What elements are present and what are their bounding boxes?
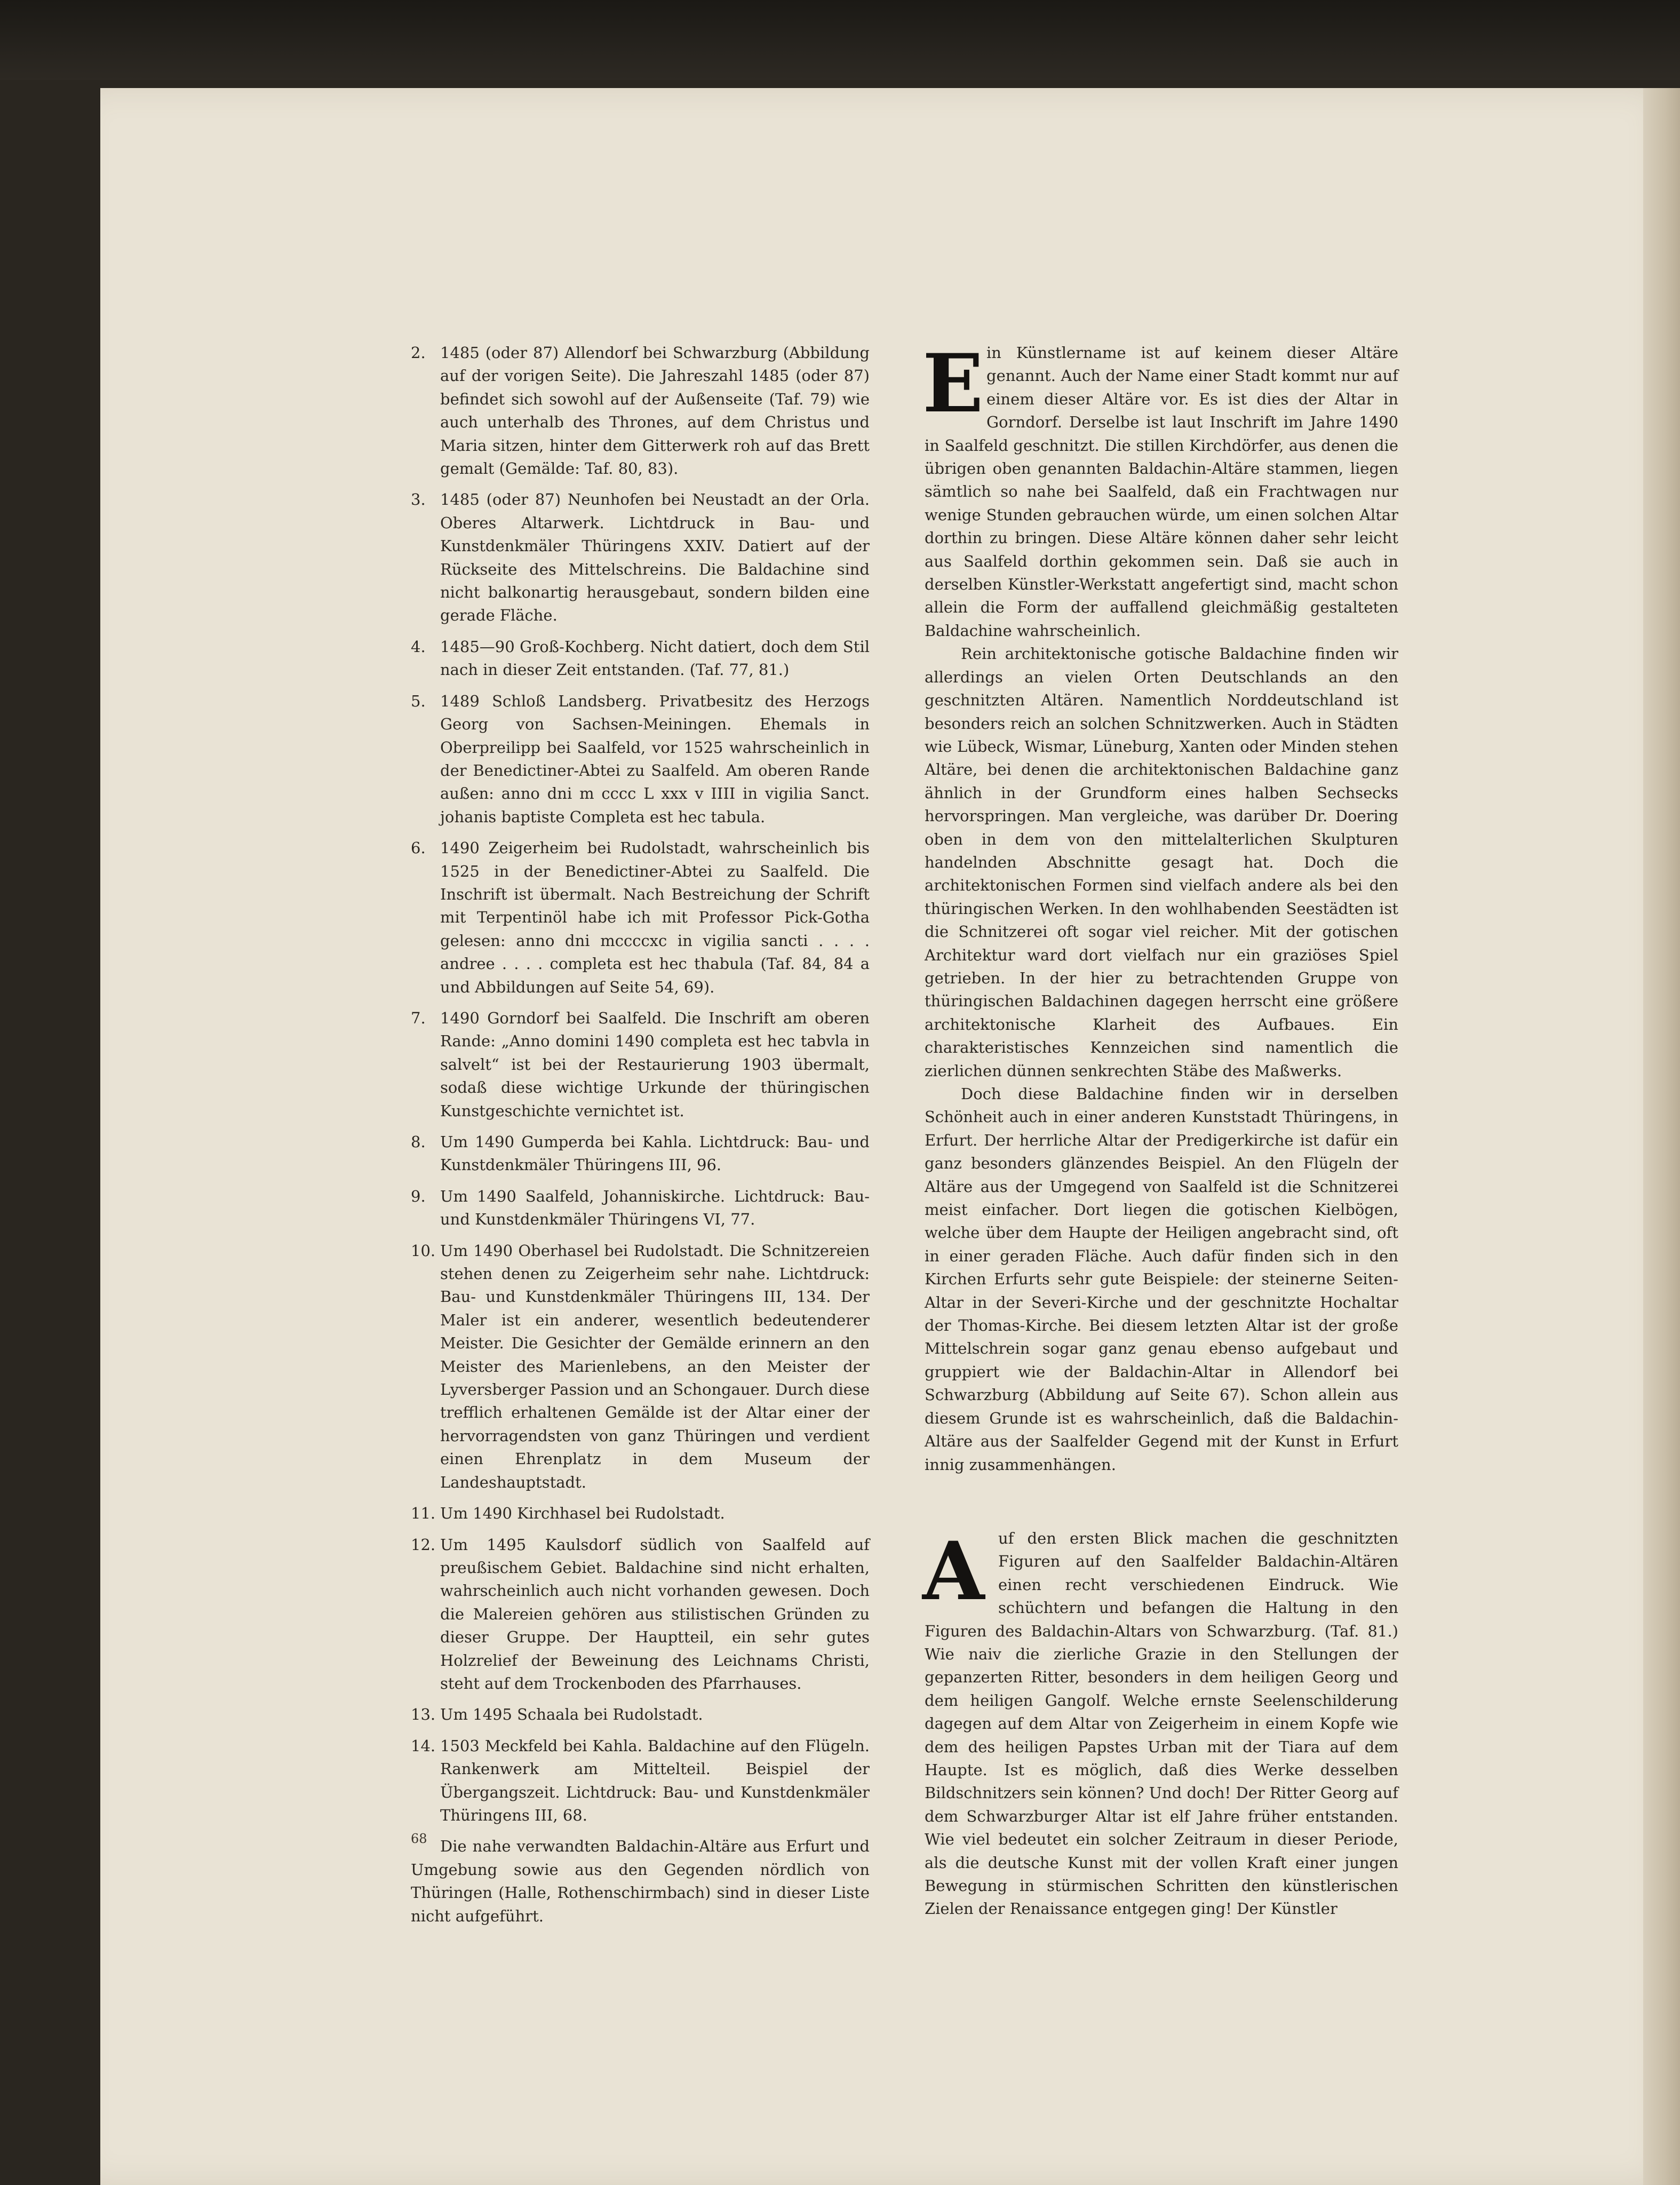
entry-number: 3. — [411, 490, 426, 509]
entry-text: Um 1490 Gumperda bei Kahla. Lichtdruck: Bau- und Kunstdenkmäler Thüringens III, 96. — [440, 1133, 870, 1174]
entry-number: 4. — [411, 637, 426, 656]
list-item — [411, 488, 870, 627]
list-item — [411, 341, 870, 480]
entry-text: Um 1495 Kaulsdorf südlich von Saalfeld auf preußischem Gebiet. Baldachine sind nicht erhalten, wahrscheinlich auch nicht vorhanden gewesen. Doch die Malereien gehören aus stilistischen Gründen zu dieser Gruppe. Der Hauptteil, ein sehr gutes Holzrelief der Beweinung des Leichnams Christi, steht auf dem Trockenboden des Pfarrhauses. — [440, 1535, 870, 1693]
list-item — [411, 1703, 870, 1726]
paragraph: uf den ersten Blick machen die geschnitzten Figuren auf den Saalfelder Baldachin-Altären einen recht verschiedenen Eindruck. Wie schüchtern und befangen die Haltung in den Figuren des Baldachin-Altars von Schwarzburg. (Taf. 81.) Wie naiv die zierliche Grazie in den Stellungen der gepanzerten Ritter, besonders in dem heiligen Georg und dem heiligen Gangolf. Welche ernste Seelenschilderung dagegen auf dem Altar von Zeigerheim in einem Kopfe wie dem des heiligen Papstes Urban mit der Tiara auf dem Haupte. Ist es möglich, daß dies Werke desselben Bildschnitzers sein können? Und doch! Der Ritter Georg auf dem Schwarzburger Altar ist elf Jahre früher entstanden. Wie viel bedeutet ein solcher Zeitraum in dieser Periode, als die deutsche Kunst mit der vollen Kraft einer jungen Bewegung in stürmischen Schritten den künstlerischen Zielen der Renaissance entgegen ging! Der Künstler — [925, 1529, 1398, 1918]
entry-text: Um 1490 Oberhasel bei Rudolstadt. Die Schnitzereien stehen denen zu Zeigerheim sehr nahe. Lichtdruck: Bau- und Kunstdenkmäler Thüringens III, 134. Der Maler ist ein anderer, wesentlich bedeutenderer Meister. Die Gesichter der Gemälde erinnern an den Meister des Marienlebens, an den Meister der Lyversberger Passion und an Schongauer. Durch diese trefflich erhaltenen Gemälde ist der Altar einer der hervorragendsten von ganz Thüringen und verdient einen Ehrenplatz in dem Museum der Landeshauptstadt. — [440, 1241, 870, 1491]
scan-background — [0, 0, 1680, 80]
list-item — [411, 1502, 870, 1525]
list-item — [411, 837, 870, 999]
list-item — [411, 1185, 870, 1231]
list-item — [411, 1534, 870, 1696]
right-column — [922, 337, 1398, 1921]
entry-text: Um 1490 Saalfeld, Johanniskirche. Lichtdruck: Bau- und Kunstdenkmäler Thüringens VI, 77. — [440, 1187, 870, 1229]
entry-number: 12. — [411, 1535, 436, 1554]
list-item — [411, 1240, 870, 1494]
entry-text: 1490 Gorndorf bei Saalfeld. Die Inschrift am oberen Rande: „Anno domini 1490 completa est hec tabvla in salvelt“ ist bei der Restaurierung 1903 übermalt, sodaß diese wichtige Urkunde der thüringischen Kunstgeschichte vernichtet ist. — [440, 1008, 870, 1120]
list-item — [411, 1735, 870, 1828]
drop-cap-initial: E — [922, 337, 984, 431]
section-artist-names — [922, 337, 1398, 1476]
entry-text: Um 1490 Kirchhasel bei Rudolstadt. — [440, 1504, 725, 1523]
page-edge — [1643, 88, 1680, 2185]
list-item — [411, 635, 870, 682]
entry-number: 9. — [411, 1187, 426, 1205]
book-page — [100, 88, 1680, 2185]
entry-number: 7. — [411, 1008, 426, 1027]
entry-number: 8. — [411, 1133, 426, 1151]
section-figures — [922, 1524, 1398, 1921]
entry-number: 5. — [411, 692, 426, 710]
list-item — [411, 690, 870, 829]
entry-text: 1489 Schloß Landsberg. Privatbesitz des Herzogs Georg von Sachsen-Meiningen. Ehemals in Oberpreilipp bei Saalfeld, vor 1525 wahrscheinlich in der Benedictiner-Abtei zu Saalfeld. Am oberen Rande außen: anno dni m cccc L xxx v IIII in vigilia Sanct. johanis baptiste Completa est hec tabula. — [440, 692, 870, 826]
drop-cap-initial: A — [922, 1524, 985, 1618]
closing-paragraph: Die nahe verwandten Baldachin-Altäre aus Erfurt und Umgebung sowie aus den Gegenden nördlich von Thüringen (Halle, Rothenschirmbach) sind in dieser Liste nicht aufgeführt. — [411, 1837, 870, 1925]
entry-number: 14. — [411, 1736, 436, 1755]
entry-number: 10. — [411, 1241, 436, 1260]
page-number: 68 — [411, 1831, 427, 1846]
entry-text: 1485 (oder 87) Allendorf bei Schwarzburg (Abbildung auf der vorigen Seite). Die Jahreszahl 1485 (oder 87) befindet sich sowohl auf der Außenseite (Taf. 79) wie auch unterhalb des Thrones, auf dem Christus und Maria sitzen, hinter dem Gitterwerk roh auf das Brett gemalt (Gemälde: Taf. 80, 83). — [440, 344, 870, 478]
paragraph: in Künstlername ist auf keinem dieser Altäre genannt. Auch der Name einer Stadt kommt nur auf einem dieser Altäre vor. Es ist dies der Altar in Gorndorf. Derselbe ist laut Inschrift im Jahre 1490 in Saalfeld geschnitzt. Die stillen Kirchdörfer, aus denen die übrigen oben genannten Baldachin-Altäre stammen, liegen sämtlich so nahe bei Saalfeld, daß ein Frachtwagen nur wenige Stunden gebrauchen würde, um einen solchen Altar dorthin zu bringen. Diese Altäre können daher sehr leicht aus Saalfeld dorthin gekommen sein. Daß sie auch in derselben Künstler-Werkstatt angefertigt sind, macht schon allein die Form der auffallend gleichmäßig gestalteten Baldachine wahrscheinlich. — [925, 344, 1398, 640]
entry-number: 6. — [411, 839, 426, 857]
list-item — [411, 1007, 870, 1123]
entry-text: 1503 Meckfeld bei Kahla. Baldachine auf den Flügeln. Rankenwerk am Mittelteil. Beispiel der Übergangszeit. Lichtdruck: Bau- und Kunstdenkmäler Thüringens III, 68. — [440, 1736, 870, 1824]
list-item — [411, 1131, 870, 1177]
paragraph: Doch diese Baldachine finden wir in derselben Schönheit auch in einer anderen Kunststadt Thüringens, in Erfurt. Der herrliche Altar der Predigerkirche ist dafür ein ganz besonders glänzendes Beispiel. An den Flügeln der Altäre aus der Umgegend von Saalfeld ist die Schnitzerei meist einfacher. Dort liegen die gotischen Kielbögen, welche über dem Haupte der Heiligen angebracht sind, oft in einer geraden Fläche. Auch dafür finden sich in den Kirchen Erfurts sehr gute Beispiele: der steinerne Seiten-Altar in der Severi-Kirche und der geschnitzte Hochaltar der Thomas-Kirche. Bei diesem letzten Altar ist der große Mittelschrein sogar ganz genau ebenso aufgebaut und gruppiert wie der Baldachin-Altar in Allendorf bei Schwarzburg (Abbildung auf Seite 67). Schon allein aus diesem Grunde ist es wahrscheinlich, daß die Baldachin-Altäre aus der Saalfelder Gegend mit der Kunst in Erfurt innig zusammenhängen. — [925, 1085, 1398, 1474]
entry-text: Um 1495 Schaala bei Rudolstadt. — [440, 1705, 703, 1724]
entry-number: 13. — [411, 1705, 436, 1724]
entry-text: 1490 Zeigerheim bei Rudolstadt, wahrscheinlich bis 1525 in der Benedictiner-Abtei zu Saalfeld. Die Inschrift ist übermalt. Nach Bestreichung der Schrift mit Terpentinöl habe ich mit Professor Pick-Gotha gelesen: anno dni mccccxc in vigilia sancti . . . . andree . . . . completa est hec thabula (Taf. 84, 84 a und Abbildungen auf Seite 54, 69). — [440, 839, 870, 996]
entry-number: 2. — [411, 344, 426, 362]
entry-text: 1485 (oder 87) Neunhofen bei Neustadt an der Orla. Oberes Altarwerk. Lichtdruck in Bau- und Kunstdenkmäler Thüringens XXIV. Datiert auf der Rückseite des Mittelschreins. Die Baldachine sind nicht balkonartig herausgebaut, sondern bilden eine gerade Fläche. — [440, 490, 870, 625]
left-column — [411, 341, 870, 1928]
entry-text: 1485—90 Groß-Kochberg. Nicht datiert, doch dem Stil nach in dieser Zeit entstanden. (Taf. 77, 81.) — [440, 637, 870, 679]
entry-number: 11. — [411, 1504, 436, 1523]
paragraph: Rein architektonische gotische Baldachine finden wir allerdings an vielen Orten Deutschlands an den geschnitzten Altären. Namentlich Norddeutschland ist besonders reich an solchen Schnitzwerken. Auch in Städten wie Lübeck, Wismar, Lüneburg, Xanten oder Minden stehen Altäre, bei denen die architektonischen Baldachine ganz ähnlich in der Grundform eines halben Sechsecks hervorspringen. Man vergleiche, was darüber Dr. Doering oben in dem von den mittelalterlichen Skulpturen handelnden Abschnitte gesagt hat. Doch die architektonischen Formen sind vielfach andere als bei den thüringischen Werken. In den wohlhabenden Seestädten ist die Schnitzerei oft sogar viel reicher. Mit der gotischen Architektur ward dort vielfach nur ein graziöses Spiel getrieben. In der hier zu betrachtenden Gruppe von thüringischen Baldachinen dagegen herrscht eine größere architektonische Klarheit des Aufbaues. Ein charakteristisches Kennzeichen sind namentlich die zierlichen dünnen senkrechten Stäbe des Maßwerks. — [925, 645, 1398, 1080]
